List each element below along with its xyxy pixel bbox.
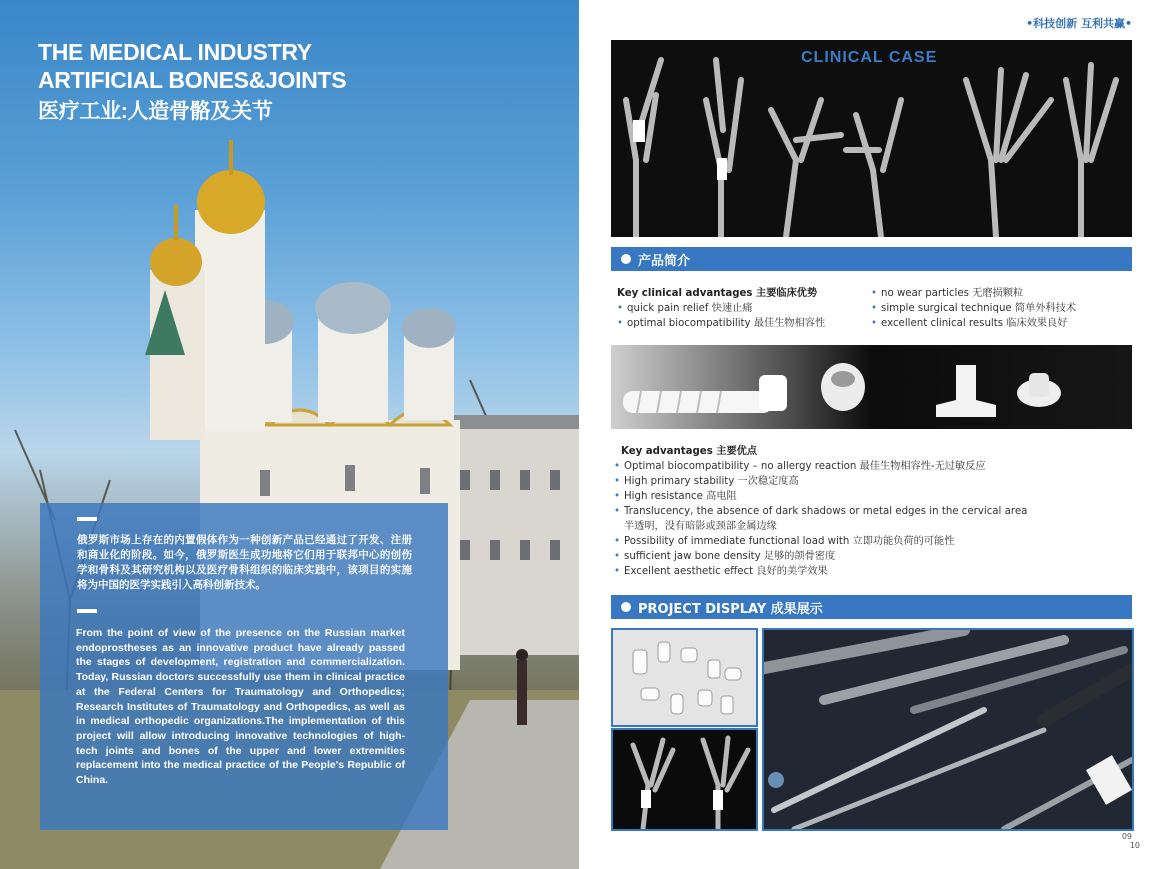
page-number-current: 09: [1121, 832, 1132, 841]
section-title: PROJECT DISPLAY 成果展示: [638, 602, 823, 617]
ceramic-implants-photo: [611, 345, 1132, 429]
section-header-project: [611, 595, 1132, 619]
list-item: • Translucency, the absence of dark shadows or metal edges in the cervical area: [614, 506, 1028, 517]
bullet-icon: •: [614, 506, 621, 517]
divider: [77, 609, 97, 613]
list-item: • High primary stability 一次稳定度高: [614, 476, 799, 487]
list-item: • no wear particles 无磨损颗粒: [871, 288, 1024, 299]
bullet-icon: •: [614, 476, 621, 487]
page-number: [1121, 832, 1140, 850]
section-title: 产品简介: [638, 254, 691, 269]
left-page: [0, 0, 579, 869]
title-cn: 医疗工业:人造骨骼及关节: [38, 100, 273, 123]
title-en-line-1: THE MEDICAL INDUSTRY: [38, 39, 312, 65]
bullet-icon: •: [614, 491, 621, 502]
clinical-advantages-right: [871, 286, 1131, 331]
bullet-icon: •: [617, 303, 624, 314]
page-title: [38, 38, 346, 126]
implant-parts-photo: [611, 628, 758, 727]
bullet-dot-icon: [621, 254, 631, 264]
bullet-icon: •: [614, 461, 621, 472]
list-item: • excellent clinical results 临床效果良好: [871, 318, 1068, 329]
bullet-icon: •: [871, 288, 878, 299]
description-box: [40, 503, 448, 830]
list-item-continuation: 半透明，没有暗影或颈部金属边缘: [624, 521, 777, 532]
list-item: • High resistance 高电阻: [614, 491, 737, 502]
list-item: • simple surgical technique 简单外科技术: [871, 303, 1077, 314]
right-page: [579, 0, 1160, 869]
clinical-case-label: CLINICAL CASE: [801, 49, 938, 66]
list-item: • Excellent aesthetic effect 良好的美学效果: [614, 566, 828, 577]
bullet-icon: •: [871, 303, 878, 314]
list-item: • Optimal biocompatibility – no allergy reaction 最佳生物相容性-无过敏反应: [614, 461, 986, 472]
key-advantages: [614, 444, 1134, 579]
list-item: • sufficient jaw bone density 足够的颌骨密度: [614, 551, 836, 562]
divider: [77, 517, 97, 521]
bullet-icon: •: [614, 551, 621, 562]
clinical-case-xray-photo: [611, 40, 1132, 237]
wrist-xray-photo: [611, 728, 758, 831]
clinical-advantages-heading: Key clinical advantages 主要临床优势: [617, 288, 818, 299]
clinical-advantages-left: [617, 286, 867, 331]
bullet-icon: •: [871, 318, 878, 329]
bullet-icon: •: [614, 536, 621, 547]
description-en: From the point of view of the presence on the Russian market endoprostheses as an innovative product have already passed the stages of development, registration and commercialization. Today, Russian doctors successfully use them in clinical practice at the Federal Centers for Traumatology and Orthopedics; Research Institutes of Traumatology and Orthopedics, as well as in medical orthopedic organizations.The implementation of this project will allow introducing innovative technologies of high-tech joints and bones of the upper and lower extremities replacement into the medical practice of the People's Republic of China.: [76, 627, 405, 787]
list-item: • Possibility of immediate functional load with 立即功能负荷的可能性: [614, 536, 955, 547]
list-item: • optimal biocompatibility 最佳生物相容性: [617, 318, 826, 329]
key-advantages-heading: Key advantages 主要优点: [621, 446, 758, 457]
bullet-icon: •: [617, 318, 624, 329]
description-cn: 俄罗斯市场上存在的内置假体作为一种创新产品已经通过了开发、注册和商业化的阶段。如今，俄罗斯医生成功地将它们用于联邦中心的创伤学和骨科及其研究机构以及医疗骨科组织的临床实践中，该项目的实施将为中国的医学实践引入高科创新技术。: [77, 534, 412, 591]
bullet-icon: •: [614, 566, 621, 577]
bullet-dot-icon: [621, 602, 631, 612]
tagline: •科技创新 互利共赢•: [1026, 17, 1132, 30]
page-number-next: 10: [1129, 841, 1140, 850]
surgical-tools-photo: [762, 628, 1134, 831]
title-en-line-2: ARTIFICIAL BONES&JOINTS: [38, 67, 347, 93]
list-item: • quick pain relief 快速止痛: [617, 303, 753, 314]
section-header-product: [611, 247, 1132, 271]
